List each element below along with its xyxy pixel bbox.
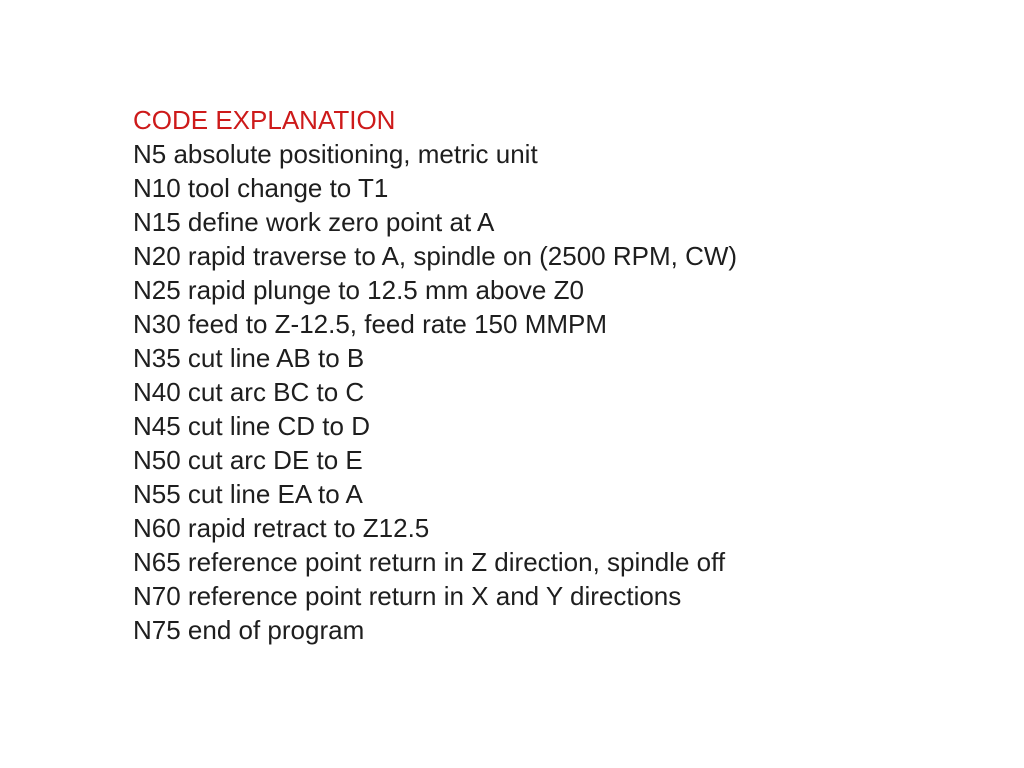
- slide-title: CODE EXPLANATION: [133, 105, 396, 135]
- code-line: N55 cut line EA to A: [133, 479, 363, 509]
- code-line: N65 reference point return in Z direction, spindle off: [133, 547, 726, 577]
- code-line: N70 reference point return in X and Y directions: [133, 581, 682, 611]
- code-line: N35 cut line AB to B: [133, 343, 365, 373]
- code-line: N20 rapid traverse to A, spindle on (2500 RPM, CW): [133, 241, 738, 271]
- code-line: N75 end of program: [133, 615, 365, 645]
- code-line: N60 rapid retract to Z12.5: [133, 513, 430, 543]
- code-line: N25 rapid plunge to 12.5 mm above Z0: [133, 275, 584, 305]
- code-explanation-block: [133, 103, 893, 647]
- code-line: N50 cut arc DE to E: [133, 445, 363, 475]
- code-line: N40 cut arc BC to C: [133, 377, 365, 407]
- code-line: N15 define work zero point at A: [133, 207, 495, 237]
- code-line: N30 feed to Z-12.5, feed rate 150 MMPM: [133, 309, 608, 339]
- code-line: N10 tool change to T1: [133, 173, 389, 203]
- code-explanation-list: [133, 137, 893, 647]
- code-line: N5 absolute positioning, metric unit: [133, 139, 538, 169]
- code-line: N45 cut line CD to D: [133, 411, 370, 441]
